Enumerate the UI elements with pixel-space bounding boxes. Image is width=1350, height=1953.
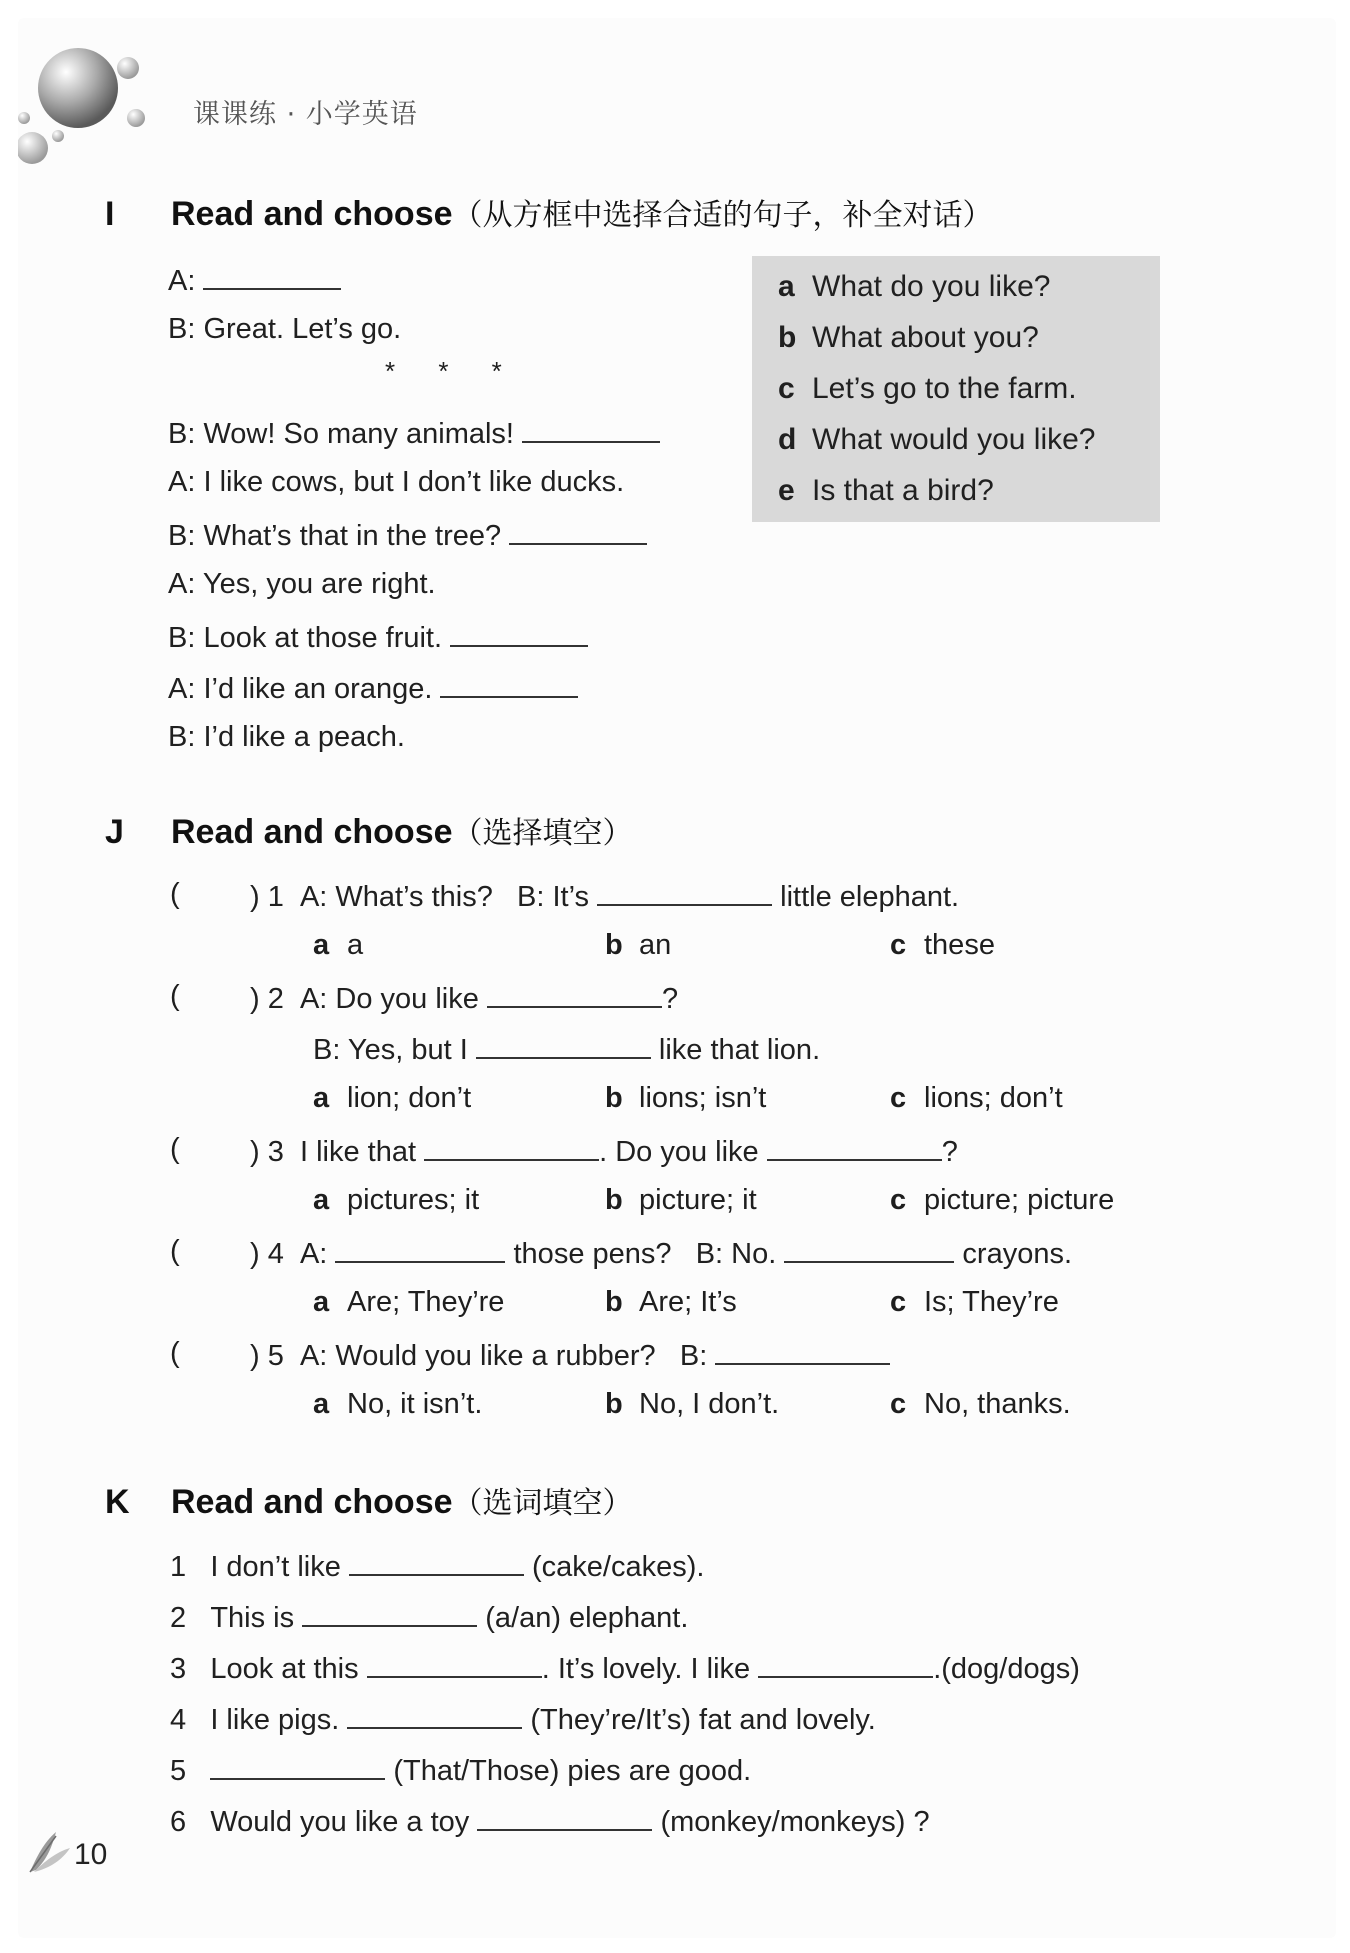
answer-blank[interactable] bbox=[509, 517, 647, 545]
answer-paren[interactable]: ( bbox=[170, 1337, 180, 1369]
answer-blank[interactable] bbox=[715, 1337, 890, 1365]
answer-paren[interactable]: ( bbox=[170, 1235, 180, 1267]
dialogue-line: A: I’d like an orange. bbox=[168, 670, 578, 706]
section-title: Read and choose bbox=[171, 813, 453, 851]
dialogue-line: B: Look at those fruit. bbox=[168, 619, 588, 655]
option-b[interactable]: b lions; isn’t bbox=[605, 1082, 767, 1114]
answer-blank[interactable] bbox=[203, 262, 341, 290]
answer-blank[interactable] bbox=[440, 670, 578, 698]
page-number: 10 bbox=[74, 1838, 108, 1871]
fill-item-3: 3 Look at this . It’s lovely. I like .(dog/dogs) bbox=[170, 1650, 1080, 1686]
section-instruction: （选词填空） bbox=[452, 1486, 633, 1521]
option-c[interactable]: c No, thanks. bbox=[890, 1388, 1071, 1420]
answer-blank[interactable] bbox=[450, 619, 588, 647]
option-c[interactable]: c Is; They’re bbox=[890, 1286, 1059, 1318]
answer-blank[interactable] bbox=[758, 1650, 933, 1678]
dialogue-line: A: Yes, you are right. bbox=[168, 568, 436, 600]
question-1: ) 1 A: What’s this? B: It’s little elephant. bbox=[250, 878, 959, 914]
leaf-icon bbox=[26, 1828, 72, 1876]
answer-blank[interactable] bbox=[424, 1133, 599, 1161]
option-c[interactable]: c picture; picture bbox=[890, 1184, 1115, 1216]
dialogue-line: A: I like cows, but I don’t like ducks. bbox=[168, 466, 625, 498]
option-b[interactable]: b Are; It’s bbox=[605, 1286, 737, 1318]
choice-box bbox=[752, 256, 1160, 522]
bubbles-decoration bbox=[18, 36, 158, 176]
answer-paren[interactable]: ( bbox=[170, 980, 180, 1012]
option-b[interactable]: b picture; it bbox=[605, 1184, 757, 1216]
question-3: ) 3 I like that . Do you like ? bbox=[250, 1133, 958, 1169]
dialogue-line: A: bbox=[168, 262, 341, 298]
section-letter: I bbox=[105, 195, 115, 233]
section-k-heading bbox=[105, 1478, 633, 1522]
question-2-line-2: B: Yes, but I like that lion. bbox=[313, 1031, 820, 1067]
option-a[interactable]: a pictures; it bbox=[313, 1184, 480, 1216]
answer-blank[interactable] bbox=[302, 1599, 477, 1627]
option-b[interactable]: b an bbox=[605, 929, 672, 961]
option-a[interactable]: a No, it isn’t. bbox=[313, 1388, 483, 1420]
section-title: Read and choose bbox=[171, 195, 453, 233]
choice-item: c Let’s go to the farm. bbox=[778, 372, 1077, 405]
answer-blank[interactable] bbox=[477, 1803, 652, 1831]
dialogue-line: B: Wow! So many animals! bbox=[168, 415, 660, 451]
option-b[interactable]: b No, I don’t. bbox=[605, 1388, 780, 1420]
book-title: 课课练 · 小学英语 bbox=[193, 99, 418, 130]
fill-item-4: 4 I like pigs. (They’re/It’s) fat and lovely. bbox=[170, 1701, 876, 1737]
fill-item-1: 1 I don’t like (cake/cakes). bbox=[170, 1548, 704, 1584]
option-a[interactable]: a Are; They’re bbox=[313, 1286, 505, 1318]
scene-divider: * * * bbox=[385, 356, 520, 386]
answer-blank[interactable] bbox=[522, 415, 660, 443]
answer-blank[interactable] bbox=[349, 1548, 524, 1576]
option-c[interactable]: c these bbox=[890, 929, 995, 961]
section-letter: J bbox=[105, 813, 124, 851]
choice-item: a What do you like? bbox=[778, 270, 1051, 303]
question-4: ) 4 A: those pens? B: No. crayons. bbox=[250, 1235, 1072, 1271]
fill-item-5: 5 (That/Those) pies are good. bbox=[170, 1752, 751, 1788]
answer-blank[interactable] bbox=[335, 1235, 505, 1263]
section-j-heading bbox=[105, 808, 633, 852]
answer-blank[interactable] bbox=[767, 1133, 942, 1161]
fill-item-6: 6 Would you like a toy (monkey/monkeys) ? bbox=[170, 1803, 930, 1839]
section-instruction: （从方框中选择合适的句子，补全对话） bbox=[452, 198, 993, 233]
choice-item: e Is that a bird? bbox=[778, 474, 994, 507]
dialogue-line: B: I’d like a peach. bbox=[168, 721, 405, 753]
section-title: Read and choose bbox=[171, 1483, 453, 1521]
question-2: ) 2 A: Do you like ? bbox=[250, 980, 678, 1016]
answer-paren[interactable]: ( bbox=[170, 1133, 180, 1165]
answer-blank[interactable] bbox=[476, 1031, 651, 1059]
answer-blank[interactable] bbox=[487, 980, 662, 1008]
answer-blank[interactable] bbox=[597, 878, 772, 906]
option-c[interactable]: c lions; don’t bbox=[890, 1082, 1063, 1114]
section-instruction: （选择填空） bbox=[452, 816, 633, 851]
dialogue-line: B: What’s that in the tree? bbox=[168, 517, 647, 553]
question-5: ) 5 A: Would you like a rubber? B: bbox=[250, 1337, 890, 1373]
section-i-heading bbox=[105, 190, 993, 234]
option-a[interactable]: a a bbox=[313, 929, 364, 961]
answer-blank[interactable] bbox=[784, 1235, 954, 1263]
answer-paren[interactable]: ( bbox=[170, 878, 180, 910]
answer-blank[interactable] bbox=[367, 1650, 542, 1678]
dialogue-line: B: Great. Let’s go. bbox=[168, 313, 402, 345]
fill-item-2: 2 This is (a/an) elephant. bbox=[170, 1599, 688, 1635]
answer-blank[interactable] bbox=[347, 1701, 522, 1729]
option-a[interactable]: a lion; don’t bbox=[313, 1082, 472, 1114]
choice-item: d What would you like? bbox=[778, 423, 1096, 456]
section-letter: K bbox=[105, 1483, 130, 1521]
answer-blank[interactable] bbox=[210, 1752, 385, 1780]
choice-item: b What about you? bbox=[778, 321, 1039, 354]
